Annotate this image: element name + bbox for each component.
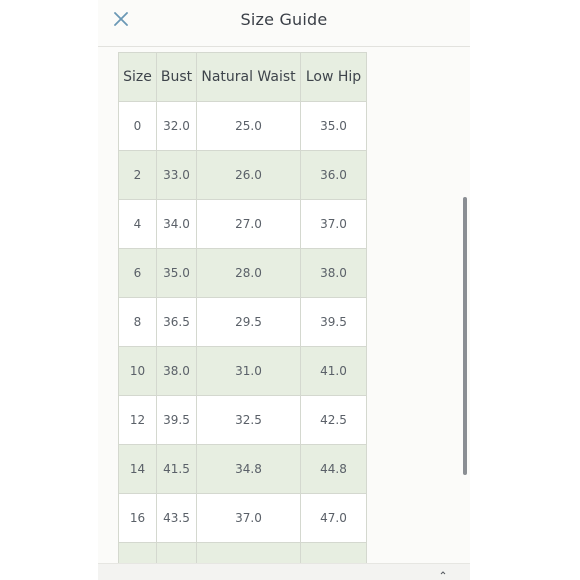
table-cell: 32.5 xyxy=(197,396,301,445)
table-row xyxy=(119,445,367,494)
column-header-natural-waist: Natural Waist xyxy=(197,53,301,102)
sheet-header xyxy=(98,0,470,47)
column-header-bust: Bust xyxy=(157,53,197,102)
table-cell: 36.5 xyxy=(157,298,197,347)
page-title: Size Guide xyxy=(240,10,328,29)
table-cell: 4 xyxy=(119,200,157,249)
size-table-container[interactable] xyxy=(98,47,470,563)
table-cell: 35.0 xyxy=(301,102,367,151)
table-cell: 34.0 xyxy=(157,200,197,249)
table-row xyxy=(119,494,367,543)
table-cell: 32.0 xyxy=(157,102,197,151)
table-cell: 38.0 xyxy=(301,249,367,298)
table-cell: 16 xyxy=(119,494,157,543)
table-row xyxy=(119,298,367,347)
table-cell: 27.0 xyxy=(197,200,301,249)
table-cell xyxy=(157,543,197,564)
table-cell: 38.0 xyxy=(157,347,197,396)
table-cell: 36.0 xyxy=(301,151,367,200)
table-cell: 41.5 xyxy=(157,445,197,494)
column-header-size: Size xyxy=(119,53,157,102)
table-cell xyxy=(197,543,301,564)
table-cell: 29.5 xyxy=(197,298,301,347)
size-guide-sheet xyxy=(98,0,470,580)
bottom-bar xyxy=(98,563,470,580)
table-cell: 10 xyxy=(119,347,157,396)
table-cell: 37.0 xyxy=(301,200,367,249)
table-cell: 14 xyxy=(119,445,157,494)
caret-up-icon xyxy=(440,570,446,576)
table-cell: 42.5 xyxy=(301,396,367,445)
table-row xyxy=(119,102,367,151)
table-header-row xyxy=(119,53,367,102)
table-cell xyxy=(119,543,157,564)
table-row xyxy=(119,347,367,396)
table-cell: 31.0 xyxy=(197,347,301,396)
table-row xyxy=(119,543,367,564)
column-header-low-hip: Low Hip xyxy=(301,53,367,102)
table-cell: 41.0 xyxy=(301,347,367,396)
table-row xyxy=(119,200,367,249)
table-cell: 28.0 xyxy=(197,249,301,298)
table-cell: 0 xyxy=(119,102,157,151)
table-cell: 12 xyxy=(119,396,157,445)
table-cell: 34.8 xyxy=(197,445,301,494)
table-cell: 33.0 xyxy=(157,151,197,200)
size-table xyxy=(118,52,367,563)
table-cell: 8 xyxy=(119,298,157,347)
table-cell: 44.8 xyxy=(301,445,367,494)
table-cell: 25.0 xyxy=(197,102,301,151)
table-cell: 6 xyxy=(119,249,157,298)
table-row xyxy=(119,151,367,200)
table-row xyxy=(119,249,367,298)
vertical-scrollbar[interactable] xyxy=(463,197,467,475)
table-cell: 37.0 xyxy=(197,494,301,543)
table-cell xyxy=(301,543,367,564)
table-cell: 35.0 xyxy=(157,249,197,298)
table-cell: 26.0 xyxy=(197,151,301,200)
table-cell: 43.5 xyxy=(157,494,197,543)
table-cell: 47.0 xyxy=(301,494,367,543)
table-cell: 2 xyxy=(119,151,157,200)
table-cell: 39.5 xyxy=(301,298,367,347)
table-row xyxy=(119,396,367,445)
table-cell: 39.5 xyxy=(157,396,197,445)
